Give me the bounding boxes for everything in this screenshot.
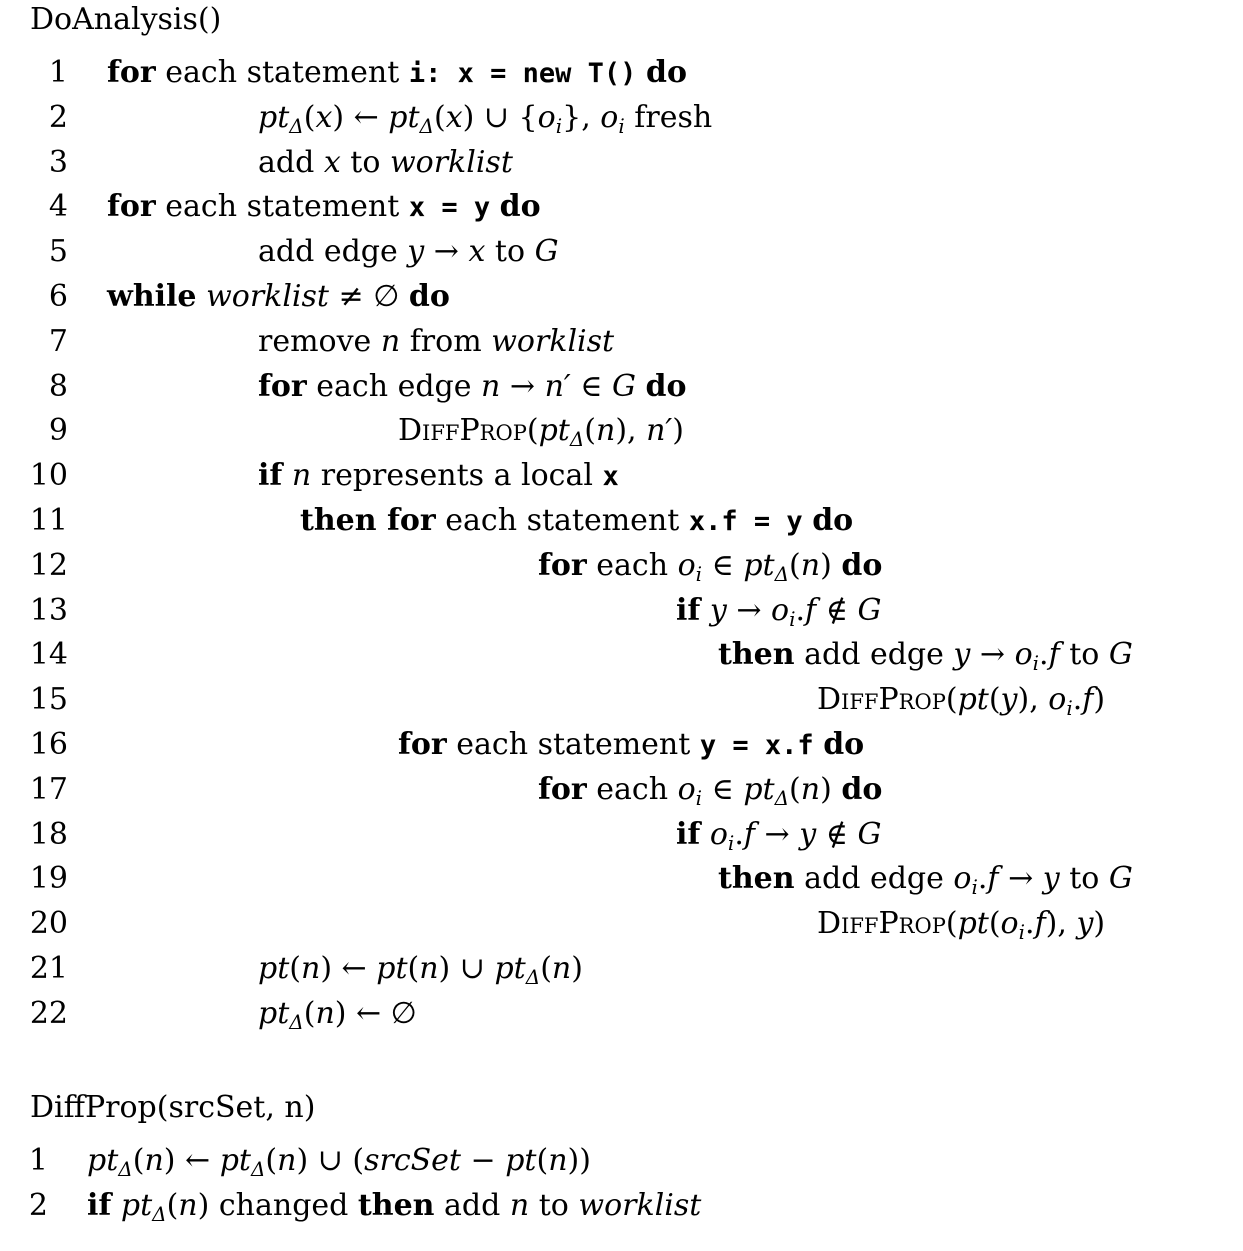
code-text: f bbox=[1082, 682, 1094, 718]
code-text bbox=[636, 55, 646, 90]
code-text: G bbox=[612, 368, 636, 404]
code-text: o bbox=[1014, 637, 1033, 673]
code-text: . bbox=[1025, 906, 1035, 942]
code-text: i bbox=[695, 561, 703, 586]
code-text: ) ∪ { bbox=[462, 99, 538, 135]
code-text: . bbox=[734, 816, 744, 852]
code-text: pt bbox=[743, 547, 775, 583]
code-text bbox=[814, 727, 824, 762]
code-text: pt bbox=[87, 1143, 119, 1178]
algorithm-line bbox=[0, 100, 1243, 144]
code-text: x bbox=[468, 234, 486, 270]
line-number: 16 bbox=[29, 727, 68, 762]
code-text: pt bbox=[388, 99, 420, 135]
code-text: ( bbox=[303, 995, 316, 1031]
code-text: n bbox=[481, 368, 501, 404]
code-text: worklist bbox=[389, 144, 513, 180]
code-text: G bbox=[534, 234, 559, 270]
code-text: → bbox=[726, 592, 772, 628]
code-text: n bbox=[800, 547, 821, 583]
line-code bbox=[817, 906, 1105, 944]
algorithm-line bbox=[0, 682, 1243, 726]
code-text: f bbox=[1048, 637, 1060, 673]
code-text: ) ← bbox=[163, 1143, 220, 1178]
algorithm-line bbox=[0, 861, 1243, 905]
code-text: ) bbox=[571, 951, 583, 986]
code-text: pt bbox=[376, 951, 408, 986]
code-text: n bbox=[300, 951, 321, 986]
code-text: each statement bbox=[446, 727, 700, 762]
code-text: Δ bbox=[525, 965, 541, 989]
algorithm-line bbox=[0, 279, 1243, 323]
code-text: y bbox=[799, 816, 817, 852]
code-text: − bbox=[460, 1143, 506, 1178]
code-text: pt bbox=[743, 771, 775, 807]
code-text: ) bbox=[820, 771, 842, 807]
code-text: each statement bbox=[435, 503, 689, 538]
code-text: }, bbox=[562, 99, 601, 135]
code-text: i bbox=[1066, 696, 1073, 721]
code-text: i bbox=[727, 830, 735, 855]
line-number: 13 bbox=[29, 592, 68, 628]
code-text: ) ∪ bbox=[438, 951, 495, 986]
line-number: 14 bbox=[29, 637, 68, 673]
code-text: ) ← bbox=[320, 951, 377, 986]
code-text: add edge bbox=[258, 234, 408, 270]
code-literal: i: x = new T() bbox=[408, 58, 637, 89]
code-text: f bbox=[743, 816, 755, 852]
code-text: pt bbox=[957, 906, 989, 942]
keyword: do bbox=[408, 279, 450, 314]
code-text: i bbox=[555, 113, 563, 138]
line-code bbox=[538, 772, 882, 810]
code-text: f bbox=[805, 592, 817, 628]
code-text: o bbox=[1048, 682, 1067, 718]
algorithm-line bbox=[0, 1188, 1243, 1232]
algorithm-line bbox=[0, 996, 1243, 1040]
keyword: then bbox=[718, 861, 795, 897]
code-text: → bbox=[500, 368, 545, 404]
code-text: ( bbox=[584, 413, 596, 449]
code-text: ( bbox=[166, 1187, 179, 1223]
code-text: add bbox=[258, 144, 324, 180]
code-text bbox=[636, 369, 646, 404]
code-text: worklist bbox=[491, 323, 615, 359]
line-number: 20 bbox=[29, 906, 68, 942]
code-text: ), bbox=[1017, 682, 1049, 718]
line-code bbox=[87, 1188, 701, 1226]
code-text bbox=[111, 1188, 121, 1223]
line-number: 9 bbox=[48, 413, 68, 449]
line-number: 1 bbox=[28, 1143, 48, 1178]
line-code bbox=[258, 458, 619, 493]
code-text: ( bbox=[988, 906, 1001, 942]
line-number: 2 bbox=[28, 1187, 48, 1223]
code-text: n bbox=[800, 771, 821, 807]
code-text: Δ bbox=[118, 1157, 133, 1181]
code-text: ( bbox=[789, 771, 801, 807]
keyword: for bbox=[538, 547, 587, 583]
code-literal: x = y bbox=[408, 192, 491, 224]
code-text: Δ bbox=[289, 113, 304, 138]
keyword: for bbox=[107, 55, 156, 90]
code-text: . bbox=[977, 861, 988, 897]
code-text: n bbox=[380, 323, 401, 359]
code-text: pt bbox=[258, 951, 290, 986]
code-text: Δ bbox=[774, 561, 790, 586]
code-text: pt bbox=[258, 99, 290, 135]
code-text: y bbox=[953, 637, 971, 673]
algorithm-line bbox=[0, 55, 1243, 99]
code-text: add bbox=[434, 1187, 510, 1223]
code-text bbox=[197, 279, 207, 314]
procedure-name: DiffProp bbox=[817, 906, 946, 942]
line-number: 22 bbox=[29, 995, 68, 1031]
algorithm-line bbox=[0, 637, 1243, 681]
keyword: while bbox=[107, 279, 197, 314]
algorithm-line bbox=[0, 906, 1243, 950]
code-text: ∉ bbox=[816, 592, 858, 628]
algorithm-line bbox=[0, 593, 1243, 637]
line-number: 15 bbox=[29, 682, 68, 718]
code-text: ) changed bbox=[197, 1187, 358, 1223]
line-number: 2 bbox=[48, 99, 68, 135]
code-text: ( bbox=[289, 951, 301, 986]
code-text: ( bbox=[988, 682, 1001, 718]
code-text: i bbox=[789, 606, 796, 631]
code-text: n bbox=[277, 1143, 297, 1178]
algorithm-line bbox=[0, 145, 1243, 189]
code-text: . bbox=[1039, 637, 1049, 673]
algorithm-line bbox=[0, 458, 1243, 502]
code-text: fresh bbox=[624, 99, 713, 135]
algorithm-line bbox=[0, 503, 1243, 547]
line-number: 3 bbox=[48, 144, 68, 180]
keyword: for bbox=[258, 368, 307, 404]
line-number: 17 bbox=[29, 771, 68, 807]
code-text: n bbox=[596, 413, 616, 449]
code-text: n bbox=[551, 951, 572, 986]
keyword: then for bbox=[300, 503, 436, 538]
code-text: Δ bbox=[250, 1157, 266, 1181]
line-number: 1 bbox=[48, 55, 68, 90]
line-code bbox=[718, 637, 1133, 675]
code-text: G bbox=[1108, 861, 1133, 897]
algorithm-line bbox=[0, 951, 1243, 995]
code-text: x bbox=[445, 99, 463, 135]
code-text: o bbox=[600, 99, 619, 135]
code-text: ∈ bbox=[702, 547, 744, 583]
code-text: pt bbox=[505, 1143, 537, 1178]
keyword: for bbox=[538, 771, 587, 807]
code-text: add edge bbox=[794, 861, 954, 897]
code-text: ( bbox=[407, 951, 420, 986]
keyword: do bbox=[645, 368, 687, 404]
code-text: i bbox=[971, 875, 978, 900]
algorithm-line bbox=[0, 324, 1243, 368]
code-text: x bbox=[323, 144, 341, 180]
algorithm-line bbox=[0, 369, 1243, 413]
code-text: o bbox=[771, 592, 790, 628]
code-text: ∉ bbox=[816, 816, 858, 852]
line-code bbox=[258, 234, 559, 269]
line-number: 11 bbox=[29, 503, 68, 538]
code-text: pt bbox=[258, 995, 290, 1031]
code-text: ) bbox=[672, 413, 684, 449]
keyword: do bbox=[823, 727, 865, 762]
line-code bbox=[258, 100, 712, 138]
code-text: ( bbox=[132, 1143, 145, 1178]
code-text: y bbox=[709, 592, 727, 628]
code-text: each bbox=[586, 547, 678, 583]
code-text: srcSet bbox=[364, 1143, 461, 1178]
code-text: G bbox=[857, 592, 882, 628]
code-text: ≠ ∅ bbox=[328, 279, 409, 314]
code-text: to bbox=[1059, 861, 1109, 897]
code-text: ∈ bbox=[702, 771, 744, 807]
code-text: o bbox=[677, 771, 696, 807]
line-code bbox=[107, 55, 687, 90]
code-text: ( bbox=[536, 1143, 549, 1178]
code-text bbox=[700, 817, 710, 852]
code-text: add edge bbox=[794, 637, 954, 673]
code-text: n bbox=[178, 1187, 198, 1223]
code-text: → bbox=[998, 861, 1043, 897]
code-text: n bbox=[291, 458, 312, 494]
code-text: → bbox=[754, 816, 800, 852]
code-text bbox=[282, 458, 292, 493]
code-text bbox=[803, 503, 813, 538]
code-text: ) bbox=[820, 547, 842, 583]
code-text: represents a local bbox=[311, 458, 603, 494]
keyword: if bbox=[676, 592, 701, 628]
code-text bbox=[700, 593, 710, 628]
keyword: if bbox=[676, 816, 701, 852]
code-text: y bbox=[407, 234, 425, 270]
line-number: 18 bbox=[29, 816, 68, 852]
code-text: i bbox=[618, 113, 625, 138]
procedure-name: DiffProp bbox=[398, 413, 527, 449]
code-text: ( bbox=[945, 682, 958, 718]
code-text bbox=[490, 189, 500, 224]
code-text: ) bbox=[1093, 906, 1106, 942]
line-number: 6 bbox=[48, 279, 68, 314]
code-literal: x bbox=[602, 461, 619, 493]
code-text: o bbox=[1000, 906, 1019, 942]
code-text: n bbox=[548, 1143, 568, 1178]
code-text: f bbox=[987, 861, 999, 897]
code-text: worklist bbox=[578, 1187, 702, 1223]
code-text: n bbox=[509, 1187, 530, 1223]
code-text: to bbox=[529, 1187, 579, 1223]
code-text: pt bbox=[120, 1187, 153, 1223]
code-text: G bbox=[1108, 637, 1133, 673]
code-text: . bbox=[795, 592, 806, 628]
line-number: 21 bbox=[29, 951, 68, 986]
code-text: o bbox=[953, 861, 972, 897]
line-code bbox=[258, 996, 417, 1034]
line-number: 12 bbox=[29, 547, 68, 583]
code-text: ( bbox=[303, 99, 316, 135]
code-text: Δ bbox=[152, 1201, 167, 1226]
code-literal: y = x.f bbox=[699, 730, 814, 761]
code-text: pt bbox=[219, 1143, 251, 1178]
code-text: remove bbox=[258, 323, 381, 359]
code-text: o bbox=[677, 547, 696, 583]
code-text: i bbox=[1018, 920, 1026, 945]
code-text: G bbox=[857, 816, 882, 852]
code-text: to bbox=[485, 234, 535, 270]
code-text: each edge bbox=[306, 368, 482, 404]
code-text: )) bbox=[567, 1143, 591, 1178]
code-text: → bbox=[970, 637, 1015, 673]
keyword: do bbox=[499, 189, 541, 225]
line-code bbox=[300, 503, 853, 538]
keyword: then bbox=[357, 1187, 435, 1223]
code-text: Δ bbox=[569, 427, 585, 452]
code-text: ) ∪ ( bbox=[296, 1143, 365, 1178]
keyword: for bbox=[398, 727, 447, 762]
code-text: → bbox=[424, 234, 469, 270]
line-code bbox=[817, 682, 1105, 720]
code-text: each statement bbox=[155, 55, 409, 90]
code-text: Δ bbox=[289, 1009, 304, 1034]
line-code bbox=[676, 593, 881, 631]
code-text: ( bbox=[945, 906, 958, 942]
code-text: ( bbox=[265, 1143, 278, 1178]
code-text: ) bbox=[1093, 682, 1106, 718]
code-text: pt bbox=[494, 951, 526, 986]
keyword: if bbox=[258, 458, 283, 494]
algorithm-line bbox=[0, 727, 1243, 771]
algorithm-line bbox=[0, 413, 1243, 457]
code-text: f bbox=[1034, 906, 1046, 942]
algorithm-title: DoAnalysis() bbox=[30, 2, 222, 37]
algorithm-line bbox=[0, 1143, 1243, 1187]
code-text: y bbox=[1042, 861, 1060, 897]
line-code bbox=[676, 817, 881, 855]
line-code bbox=[538, 548, 882, 586]
code-literal: x.f = y bbox=[688, 506, 803, 537]
keyword: do bbox=[812, 503, 854, 538]
keyword: for bbox=[107, 189, 156, 225]
algorithm-line bbox=[0, 548, 1243, 592]
algorithm-line bbox=[0, 817, 1243, 861]
line-code bbox=[258, 369, 687, 404]
code-text: . bbox=[1072, 682, 1083, 718]
code-text: i bbox=[695, 785, 703, 810]
code-text: to bbox=[1059, 637, 1109, 673]
code-text: o bbox=[537, 99, 556, 135]
code-text: n bbox=[419, 951, 439, 986]
line-code bbox=[258, 145, 513, 180]
line-code bbox=[258, 324, 614, 359]
algorithm-line bbox=[0, 234, 1243, 278]
code-text: o bbox=[709, 816, 728, 852]
code-text: to bbox=[340, 144, 390, 180]
procedure-name: DiffProp bbox=[817, 682, 946, 718]
line-number: 7 bbox=[48, 323, 68, 359]
code-text: ( bbox=[434, 99, 446, 135]
code-text: ∈ bbox=[570, 368, 612, 404]
code-text: ) ← ∅ bbox=[334, 995, 417, 1031]
code-text: y bbox=[1076, 906, 1094, 942]
code-text: pt bbox=[538, 413, 570, 449]
keyword: then bbox=[718, 637, 795, 673]
code-text: from bbox=[400, 323, 492, 359]
code-text: x bbox=[315, 99, 333, 135]
line-code bbox=[398, 727, 864, 762]
line-code bbox=[107, 279, 450, 314]
line-number: 5 bbox=[48, 234, 68, 270]
code-text: Δ bbox=[419, 113, 434, 138]
keyword: do bbox=[645, 55, 687, 90]
code-text: pt bbox=[957, 682, 989, 718]
code-text: ( bbox=[540, 951, 552, 986]
line-code bbox=[107, 189, 541, 224]
algorithm-title: DiffProp(srcSet, n) bbox=[30, 1090, 316, 1125]
code-text: y bbox=[1000, 682, 1018, 718]
algorithm-line bbox=[0, 189, 1243, 233]
code-text: n bbox=[315, 995, 335, 1031]
code-text: n bbox=[144, 1143, 164, 1178]
code-text: ( bbox=[789, 547, 801, 583]
line-number: 4 bbox=[48, 189, 68, 225]
code-text: i bbox=[1032, 651, 1040, 676]
code-text: ), bbox=[615, 413, 647, 449]
code-text: worklist bbox=[206, 279, 329, 314]
keyword: if bbox=[87, 1187, 112, 1223]
algorithm-line bbox=[0, 772, 1243, 816]
code-text: ( bbox=[526, 413, 539, 449]
code-text: Δ bbox=[774, 785, 790, 810]
line-code bbox=[258, 951, 583, 989]
code-text: each bbox=[586, 771, 678, 807]
line-number: 10 bbox=[29, 458, 68, 494]
code-text: each statement bbox=[155, 189, 409, 225]
keyword: do bbox=[841, 771, 883, 807]
line-number: 19 bbox=[29, 861, 68, 897]
code-text: n′ bbox=[544, 368, 571, 404]
line-code bbox=[398, 413, 684, 451]
keyword: do bbox=[841, 547, 883, 583]
line-number: 8 bbox=[48, 368, 68, 404]
line-code bbox=[718, 861, 1133, 899]
code-text: ) ← bbox=[332, 99, 389, 135]
code-text: ), bbox=[1045, 906, 1077, 942]
code-text: n′ bbox=[646, 413, 673, 449]
line-code bbox=[87, 1143, 591, 1181]
